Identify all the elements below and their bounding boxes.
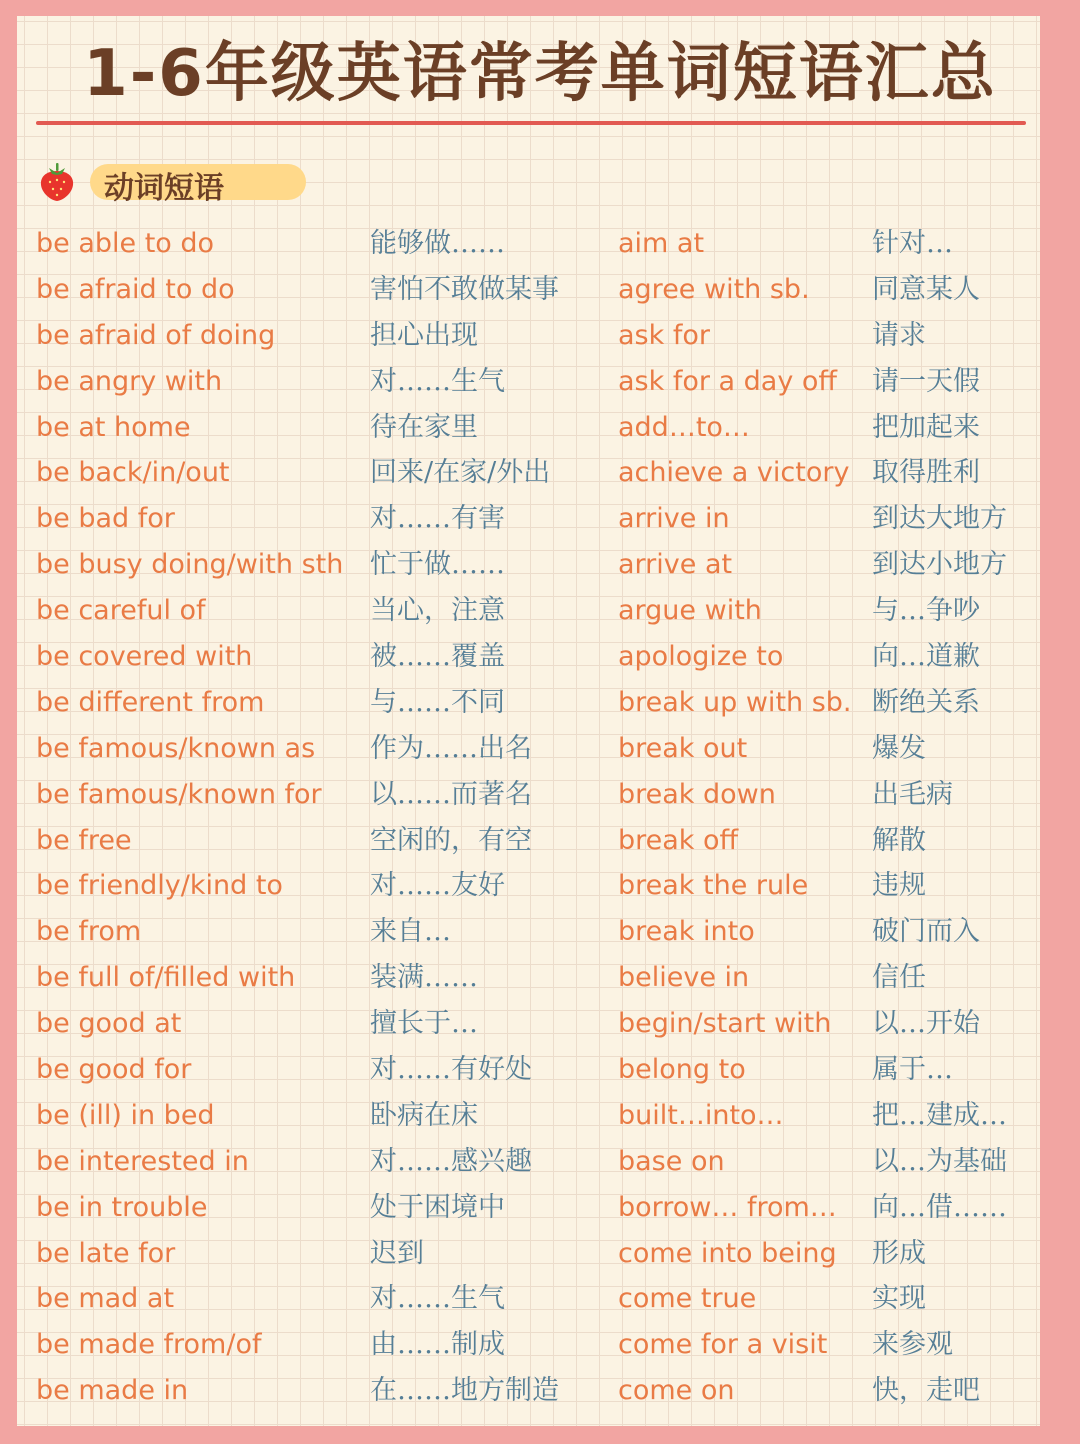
english-phrase: begin/start with (618, 1008, 832, 1040)
english-phrase: come on (618, 1375, 735, 1407)
table-row (0, 221, 1080, 267)
chinese-meaning: 当心，注意 (370, 595, 505, 627)
english-phrase: borrow… from… (618, 1191, 837, 1223)
chinese-meaning: 出毛病 (872, 778, 953, 810)
table-row (0, 955, 1080, 1001)
section-label: 动词短语 (104, 171, 224, 206)
chinese-meaning: 到达大地方 (872, 503, 1007, 535)
chinese-meaning: 与……不同 (370, 686, 505, 718)
table-row (0, 680, 1080, 726)
chinese-meaning: 针对… (872, 228, 953, 259)
chinese-meaning: 害怕不敢做某事 (370, 273, 559, 305)
english-phrase: be able to do (36, 228, 215, 259)
english-phrase: apologize to (618, 641, 784, 673)
english-phrase: be different from (36, 686, 265, 718)
english-phrase: be in trouble (36, 1191, 208, 1223)
english-phrase: base on (618, 1145, 725, 1177)
english-phrase: be friendly/kind to (36, 870, 283, 902)
english-phrase: aim at (618, 228, 705, 259)
english-phrase: be good at (36, 1008, 182, 1040)
chinese-meaning: 忙于做…… (370, 549, 505, 581)
chinese-meaning: 爆发 (872, 732, 926, 764)
english-phrase: be made in (36, 1375, 189, 1407)
chinese-meaning: 以…为基础 (872, 1145, 1007, 1177)
table-row (0, 909, 1080, 955)
english-phrase: be at home (36, 411, 191, 443)
chinese-meaning: 待在家里 (370, 411, 478, 443)
english-phrase: ask for a day off (618, 365, 838, 397)
english-phrase: be good for (36, 1054, 192, 1086)
chinese-meaning: 卧病在床 (370, 1099, 478, 1131)
chinese-meaning: 对……感兴趣 (370, 1145, 532, 1177)
table-row (0, 1093, 1080, 1139)
english-phrase: be from (36, 916, 142, 948)
chinese-meaning: 作为……出名 (370, 732, 532, 764)
table-row (0, 818, 1080, 864)
chinese-meaning: 由……制成 (370, 1329, 505, 1361)
english-phrase: be angry with (36, 365, 223, 397)
table-row (0, 450, 1080, 496)
english-phrase: arrive at (618, 549, 733, 581)
chinese-meaning: 空闲的，有空 (370, 824, 532, 856)
english-phrase: built…into… (618, 1099, 784, 1131)
table-row (0, 1001, 1080, 1047)
english-phrase: be afraid of doing (36, 319, 276, 351)
english-phrase: be back/in/out (36, 457, 230, 489)
chinese-meaning: 对……生气 (370, 1283, 505, 1315)
english-phrase: come true (618, 1283, 757, 1315)
english-phrase: be made from/of (36, 1329, 262, 1361)
english-phrase: arrive in (618, 503, 730, 535)
english-phrase: come into being (618, 1237, 837, 1269)
chinese-meaning: 形成 (872, 1237, 926, 1269)
english-phrase: be free (36, 824, 132, 856)
chinese-meaning: 取得胜利 (872, 457, 980, 489)
chinese-meaning: 回来/在家/外出 (370, 457, 551, 489)
english-phrase: break off (618, 824, 739, 856)
chinese-meaning: 擅长于… (370, 1008, 478, 1040)
chinese-meaning: 解散 (872, 824, 926, 856)
chinese-meaning: 以…开始 (872, 1008, 980, 1040)
chinese-meaning: 实现 (872, 1283, 926, 1315)
english-phrase: achieve a victory (618, 457, 850, 489)
chinese-meaning: 装满…… (370, 962, 478, 994)
table-row (0, 588, 1080, 634)
english-phrase: agree with sb. (618, 273, 810, 305)
english-phrase: be bad for (36, 503, 175, 535)
chinese-meaning: 对……有害 (370, 503, 505, 535)
table-row (0, 1231, 1080, 1277)
chinese-meaning: 断绝关系 (872, 686, 980, 718)
table-row (0, 1276, 1080, 1322)
english-phrase: be mad at (36, 1283, 175, 1315)
chinese-meaning: 违规 (872, 870, 926, 902)
table-row (0, 267, 1080, 313)
english-phrase: break up with sb. (618, 686, 852, 718)
chinese-meaning: 属于… (872, 1054, 953, 1086)
english-phrase: argue with (618, 595, 762, 627)
table-row (0, 405, 1080, 451)
chinese-meaning: 在……地方制造 (370, 1375, 559, 1407)
english-phrase: be covered with (36, 641, 253, 673)
chinese-meaning: 对……友好 (370, 870, 505, 902)
chinese-meaning: 请求 (872, 319, 926, 351)
chinese-meaning: 担心出现 (370, 319, 478, 351)
english-phrase: belong to (618, 1054, 746, 1086)
table-row (0, 313, 1080, 359)
chinese-meaning: 信任 (872, 962, 926, 994)
chinese-meaning: 迟到 (370, 1237, 424, 1269)
chinese-meaning: 破门而入 (872, 916, 980, 948)
english-phrase: be careful of (36, 595, 206, 627)
chinese-meaning: 与…争吵 (872, 595, 980, 627)
chinese-meaning: 把…建成… (872, 1099, 1007, 1131)
chinese-meaning: 来自… (370, 916, 451, 948)
english-phrase: be (ill) in bed (36, 1099, 215, 1131)
chinese-meaning: 处于困境中 (370, 1191, 505, 1223)
english-phrase: ask for (618, 319, 710, 351)
english-phrase: be famous/known for (36, 778, 322, 810)
table-row (0, 1139, 1080, 1185)
table-row (0, 772, 1080, 818)
page-title: 1-6年级英语常考单词短语汇总 (83, 37, 997, 111)
chinese-meaning: 向…借…… (872, 1191, 1007, 1223)
english-phrase: break the rule (618, 870, 809, 902)
english-phrase: be busy doing/with sth (36, 549, 344, 581)
chinese-meaning: 以……而著名 (370, 778, 532, 810)
english-phrase: be famous/known as (36, 732, 316, 764)
table-row (0, 1047, 1080, 1093)
chinese-meaning: 能够做…… (370, 228, 505, 259)
english-phrase: believe in (618, 962, 750, 994)
table-row (0, 726, 1080, 772)
chinese-meaning: 来参观 (872, 1329, 953, 1361)
title-divider (36, 121, 1026, 125)
chinese-meaning: 对……有好处 (370, 1054, 532, 1086)
chinese-meaning: 把加起来 (872, 411, 980, 443)
table-row (0, 1368, 1080, 1414)
english-phrase: add…to… (618, 411, 750, 443)
english-phrase: come for a visit (618, 1329, 828, 1361)
table-row (0, 496, 1080, 542)
english-phrase: break out (618, 732, 748, 764)
table-row (0, 634, 1080, 680)
table-row (0, 863, 1080, 909)
english-phrase: break down (618, 778, 776, 810)
phrase-table (0, 221, 1080, 1414)
english-phrase: be interested in (36, 1145, 249, 1177)
strawberry-icon (38, 162, 76, 202)
chinese-meaning: 向…道歉 (872, 641, 980, 673)
chinese-meaning: 被……覆盖 (370, 641, 505, 673)
english-phrase: break into (618, 916, 755, 948)
table-row (0, 1322, 1080, 1368)
table-row (0, 542, 1080, 588)
english-phrase: be afraid to do (36, 273, 235, 305)
chinese-meaning: 对……生气 (370, 365, 505, 397)
chinese-meaning: 同意某人 (872, 273, 980, 305)
english-phrase: be full of/filled with (36, 962, 296, 994)
chinese-meaning: 请一天假 (872, 365, 980, 397)
table-row (0, 1185, 1080, 1231)
chinese-meaning: 快，走吧 (872, 1375, 980, 1407)
english-phrase: be late for (36, 1237, 176, 1269)
table-row (0, 359, 1080, 405)
chinese-meaning: 到达小地方 (872, 549, 1007, 581)
